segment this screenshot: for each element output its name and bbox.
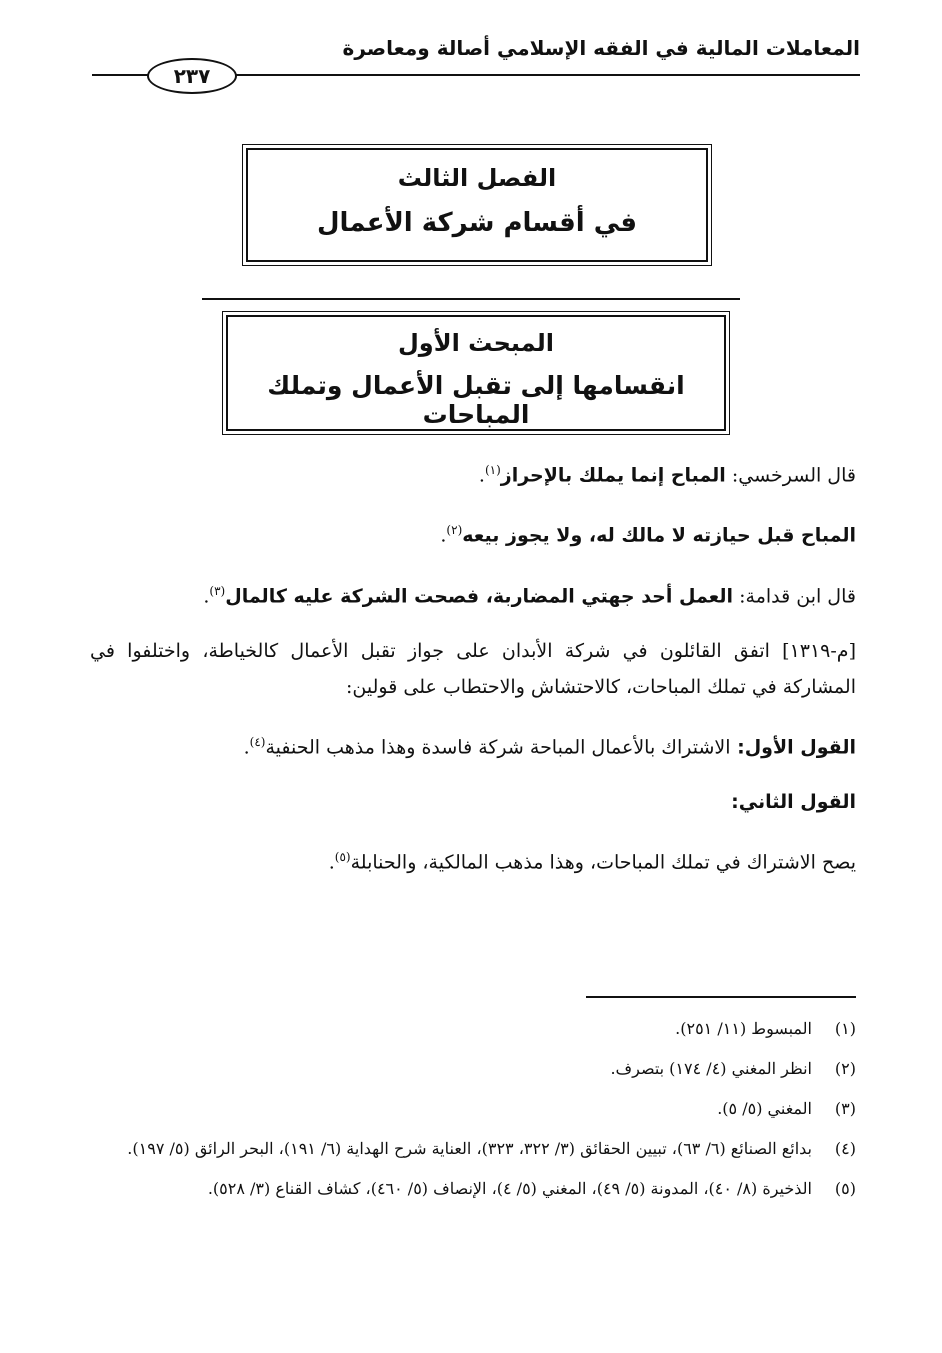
header-rule (232, 74, 860, 76)
footnote (90, 1014, 856, 1044)
footnote (90, 1094, 856, 1124)
footnote-text: انظر المغني (٤/ ١٧٤) بتصرف. (610, 1059, 812, 1078)
p1-end: . (478, 464, 485, 487)
paragraph-7 (90, 839, 856, 880)
p7-end: . (328, 851, 335, 874)
running-title: المعاملات المالية في الفقه الإسلامي أصالة ومعاصرة (342, 36, 860, 60)
p3-lead: قال ابن قدامة: (733, 584, 856, 607)
paragraph-1 (90, 452, 856, 493)
p3-text: العمل أحد جهتي المضاربة، فصحت الشركة عليه كالمال (225, 584, 734, 607)
page-header (92, 30, 860, 88)
footnote-text: بدائع الصنائع (٦/ ٦٣)، تبيين الحقائق (٣/ ٣٢٢، ٣٢٣)، العناية شرح الهداية (٦/ ١٩١)، البحر الرائق (٥/ ١٩٧). (127, 1139, 812, 1158)
paragraph-5 (90, 724, 856, 765)
footnote-number: (٣) (834, 1099, 856, 1118)
footnote-text: المبسوط (١١/ ٢٥١). (675, 1019, 812, 1038)
footnote-ref-3: (٣) (209, 583, 226, 598)
p5-end: . (243, 736, 250, 759)
paragraph-2 (90, 512, 856, 553)
footnote-ref-5: (٥) (334, 850, 351, 865)
p2-text: المباح قبل حيازته لا مالك له، ولا يجوز بيعه (462, 524, 856, 547)
paragraph-3 (90, 573, 856, 614)
chapter-label: الفصل الثالث (397, 164, 557, 192)
p3-end: . (203, 584, 210, 607)
section-heading-box (226, 315, 726, 431)
chapter-title: في أقسام شركة الأعمال (316, 208, 638, 238)
p5-lead: القول الأول: (730, 736, 856, 759)
header-rule-left (92, 74, 150, 76)
footnote-ref-1: (١) (484, 463, 501, 477)
section-label: المبحث الأول (397, 329, 555, 357)
footnote-number: (٢) (834, 1059, 856, 1078)
p5-text: الاشتراك بالأعمال المباحة شركة فاسدة وهذا مذهب الحنفية (265, 736, 731, 759)
p7-text: يصح الاشتراك في تملك المباحات، وهذا مذهب المالكية، والحنابلة (350, 851, 856, 874)
footnote-number: (١) (834, 1019, 856, 1038)
p2-end: . (440, 524, 447, 547)
body-text (90, 452, 856, 900)
paragraph-6: القول الثاني: (731, 791, 856, 814)
section-title: انقسامها إلى تقبل الأعمال وتملك المباحات (267, 371, 685, 429)
p1-text: المباح إنما يملك بالإحراز (500, 464, 726, 487)
footnote-number: (٥) (834, 1179, 856, 1198)
footnote (90, 1054, 856, 1084)
footnote (90, 1134, 856, 1164)
section-separator (202, 298, 740, 300)
footnote-ref-4: (٤) (249, 734, 266, 749)
footnote-number: (٤) (834, 1139, 856, 1158)
chapter-heading-box (246, 148, 708, 262)
p1-lead: قال السرخسي: (725, 464, 856, 487)
footnote-text: الذخيرة (٨/ ٤٠)، المدونة (٥/ ٤٩)، المغني (٥/ ٤)، الإنصاف (٥/ ٤٦٠)، كشاف القناع (٣/ ٥٢٨). (207, 1179, 812, 1198)
footnote-separator (586, 996, 856, 998)
footnote-ref-2: (٢) (446, 523, 463, 538)
footnote-text: المغني (٥/ ٥). (717, 1099, 812, 1118)
page-number: ٢٣٧ (147, 58, 237, 94)
paragraph-4: [م-١٣١٩] اتفق القائلون في شركة الأبدان على جواز تقبل الأعمال كالخياطة، واختلفوا في المشاركة في تملك المباحات، كالاحتشاش والاحتطاب على قولين: (90, 639, 856, 698)
footnotes (90, 1014, 856, 1214)
footnote (90, 1174, 856, 1204)
